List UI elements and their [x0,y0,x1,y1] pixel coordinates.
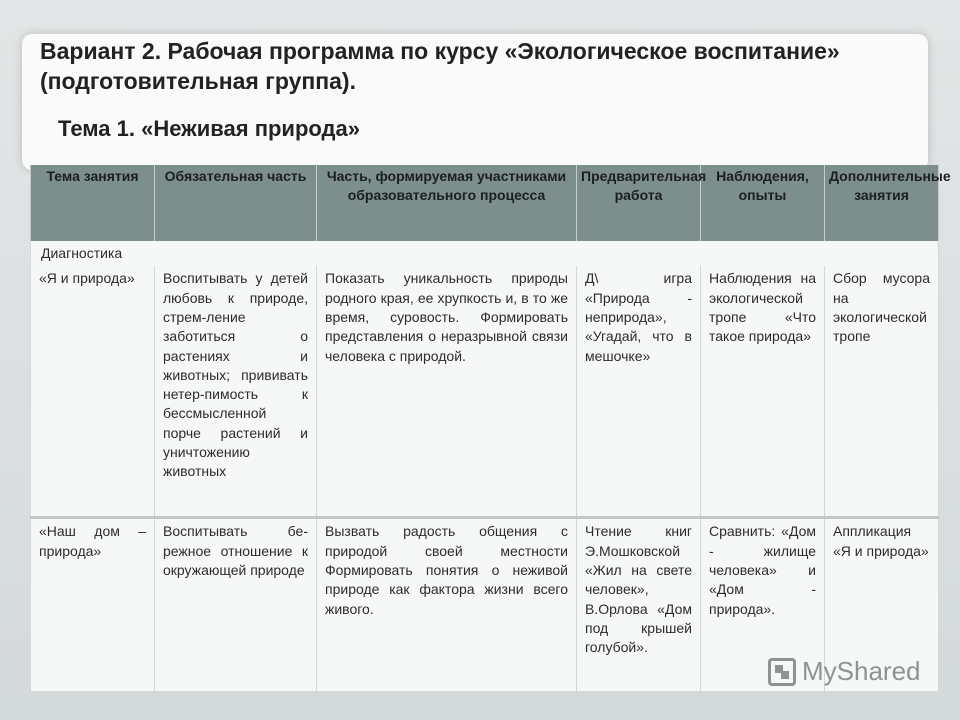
cell-extra-lessons: Сбор мусора на экологической тропе [825,266,939,517]
diagnostics-row [31,241,939,266]
program-table [30,165,951,691]
topic-title: Тема 1. «Неживая природа» [58,116,360,141]
presentation-icon [768,658,796,686]
cell-preliminary-work: Чтение книг Э.Мошковской «Жил на свете человек», В.Орлова «Дом под крышей голубой». [577,518,701,691]
cell-topic: «Я и природа» [31,266,155,517]
table-row [31,266,939,517]
header-observations: Наблюдения, опыты [701,165,825,241]
cell-preliminary-work: Д\ игра «Природа - неприрода», «Угадай, что в мешочке» [577,266,701,517]
header-mandatory: Обязательная часть [155,165,317,241]
cell-extra-lessons: Аппликация «Я и природа» [825,518,939,691]
header-participants-part: Часть, формируемая участниками образовательного процесса [317,165,577,241]
diagnostics-label: Диагностика [31,241,939,266]
cell-mandatory: Воспитывать у детей любовь к природе, стрем-ление заботиться о растениях и животных; прививать нетер-пимость к бессмысленной порче растений и уничтожению животных [155,266,317,517]
watermark [768,656,921,687]
header-topic: Тема занятия [31,165,155,241]
cell-observations: Наблюдения на экологической тропе «Что такое природа» [701,266,825,517]
page-title: Вариант 2. Рабочая программа по курсу «Экологическое воспитание» (подготовительная группа). [40,38,840,94]
cell-participants-part: Вызвать радость общения с природой своей местности Формировать понятия о неживой природе как фактора жизни всего живого. [317,518,577,691]
cell-participants-part: Показать уникальность природы родного края, ее хрупкость и, в то же время, суровость. Формировать представления о неразрывной связи человека с природой. [317,266,577,517]
cell-topic: «Наш дом – природа» [31,518,155,691]
cell-mandatory: Воспитывать бе-режное отношение к окружающей природе [155,518,317,691]
header-extra-lessons: Дополнительные занятия [825,165,939,241]
watermark-text: MyShared [802,656,921,686]
table-header-row [31,165,939,241]
header-preliminary-work: Предварительная работа [577,165,701,241]
cell-observations: Сравнить: «Дом - жилище человека» и «Дом - природа». [701,518,825,691]
